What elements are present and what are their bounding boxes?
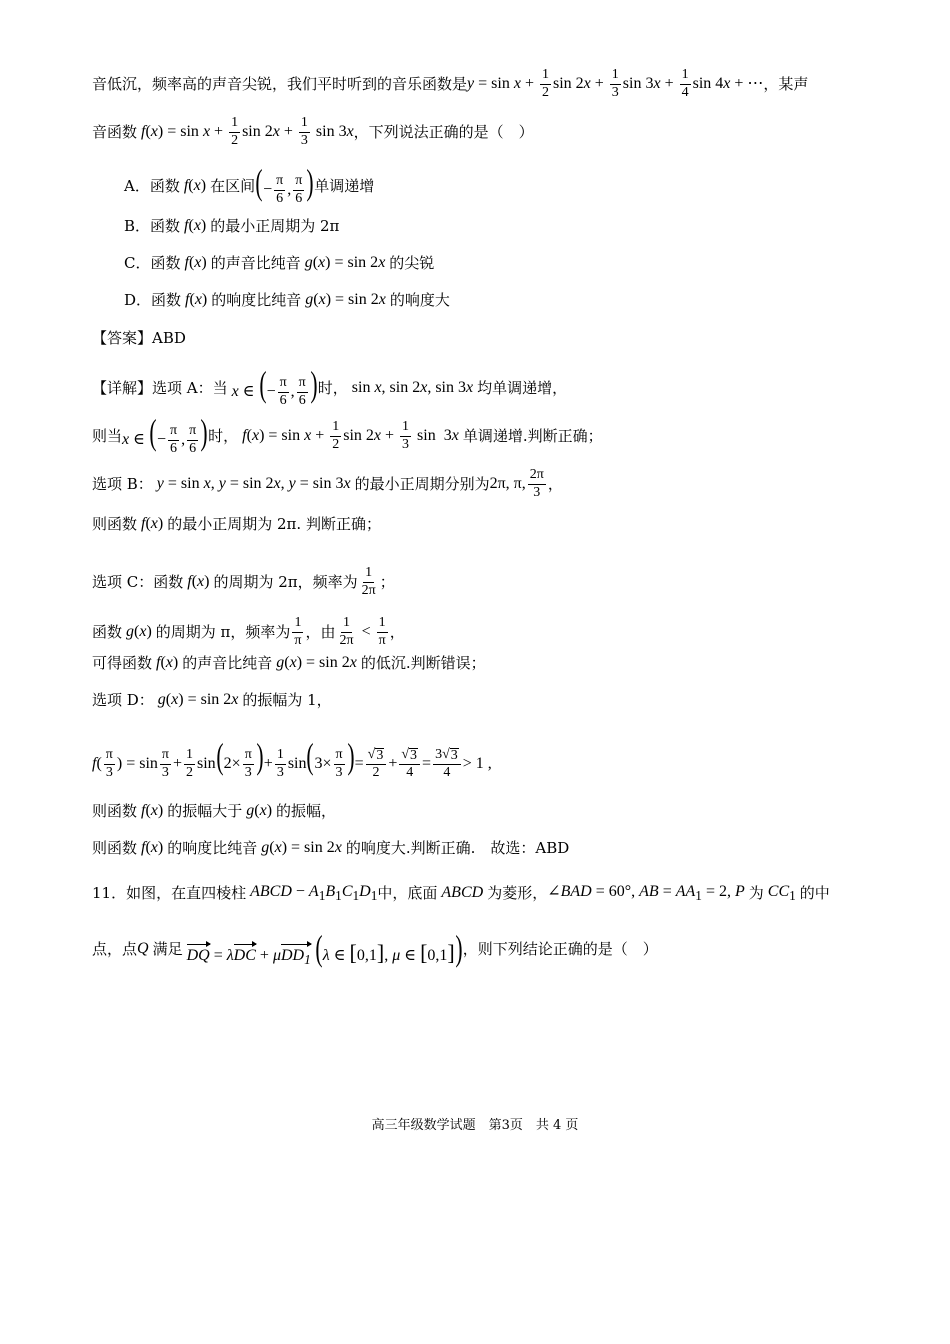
formula-f: f(x) = sin x + $\frac{1}{2}$ sin 2x + $\frac{1}{3}$ sin 3x [141, 115, 354, 148]
text: 均单调递增， [477, 378, 568, 397]
text: 的响度比纯音 [167, 838, 258, 857]
text: ； [379, 572, 395, 591]
formula-vector: DQ = λDC + μDD$_1$ (λ ∈ [0,1], μ ∈ [0,1]) [186, 928, 463, 968]
text: 时， [208, 426, 239, 445]
formula: f(x) [156, 654, 183, 671]
text-line-1 [92, 68, 910, 100]
detail-line-3 [92, 468, 910, 500]
formula: g(x) [246, 802, 277, 819]
text: 则函数 [92, 838, 138, 857]
formula: g(x) = sin 2x [157, 691, 239, 708]
formula-f-pi-over-3: f( $\frac{\pi}{3}$ ) = sin $\frac{\pi}{3}$ + $\frac{1}{2}$ sin(2× $\frac{\pi}{3}$ )+ $\frac{1}{3}$ sin(3× $\frac{\pi}{3}$ )= √ 3 2 + √ 3 4 = 3√ 3 4 > 1 , [92, 736, 492, 781]
formula-conditions: ∠BAD = 60°, AB = $AA_1 = 2$, P [547, 883, 745, 904]
detail-line-4 [92, 516, 910, 532]
text: 选项 C：函数 [92, 572, 184, 591]
formula: $CC_1$ [767, 883, 796, 904]
text: 则当 [92, 426, 123, 445]
formula-prism: ABCD − $A_1B_1C_1D_1$ [250, 883, 378, 904]
text: 音函数 [92, 122, 138, 141]
detail-line-10 [92, 803, 910, 819]
formula: y = sin x, y = sin 2x, y = sin 3x [156, 475, 351, 493]
formula: f(x) [141, 802, 168, 819]
text: 的响度大.判断正确. 故选：ABD [345, 838, 570, 857]
text: 时， [317, 378, 348, 397]
text: 的周期为 2π，频率为 [213, 572, 358, 591]
text: ，则下列结论正确的是（ ） [462, 939, 658, 958]
detail-line-5 [92, 566, 910, 598]
detail-line-11 [92, 840, 910, 856]
formula-frequency: $\frac{1}{2\pi}$ [361, 565, 376, 598]
text: 选项 D： [92, 690, 154, 709]
text: ，下列说法正确的是（ ） [353, 122, 534, 141]
option-d [124, 292, 910, 308]
formula: sin x, sin 2x, sin 3x [347, 379, 474, 397]
formula: f(x) [185, 291, 212, 308]
text: 单调递增.判断正确； [462, 426, 603, 445]
text: 在区间 [210, 176, 256, 195]
detail-line-1 [92, 364, 910, 409]
formula-interval: (− $\frac{\pi}{6}$ , $\frac{\pi}{6}$ ) [255, 162, 314, 206]
answer [92, 331, 910, 346]
formula-interval: x ∈ (− $\frac{\pi}{6}$ , $\frac{\pi}{6}$ ) [231, 364, 318, 408]
text: 可得函数 [92, 653, 153, 672]
option-c [124, 255, 910, 271]
text: ，由 [305, 622, 336, 641]
text: C．函数 [124, 253, 181, 272]
formula: f(x) [141, 515, 168, 532]
text: 满足 [152, 939, 183, 958]
text: 的低沉.判断错误； [360, 653, 486, 672]
page-footer: 高三年级数学试题 第3页 共 4 页 [371, 1118, 579, 1133]
text: 的尖锐 [389, 253, 435, 272]
formula: f(x) [141, 839, 168, 856]
text: 函数 [92, 622, 123, 641]
text: 的最小正周期分别为 [354, 474, 490, 493]
text: ，某声 [763, 74, 809, 93]
detail-line-8 [92, 692, 910, 708]
option-b [124, 218, 910, 234]
text: 选项 B： [92, 474, 153, 493]
formula: f(x) [183, 177, 211, 195]
formula-interval: x ∈ (− $\frac{\pi}{6}$ , $\frac{\pi}{6}$ ) [122, 412, 208, 456]
formula: Q [137, 940, 149, 958]
text: 11．如图，在直四棱柱 [92, 883, 247, 902]
formula: g(x) [126, 623, 156, 641]
formula-periods: 2π, π, $\frac{2\pi}{3}$ [489, 467, 544, 500]
text: 为菱形， [487, 883, 548, 902]
text: ， [547, 474, 563, 493]
text: A．函数 [124, 176, 180, 195]
formula-comparison: $\frac{1}{2\pi}$ < $\frac{1}{\pi}$ [339, 615, 386, 648]
text: 【详解】选项 A：当 [92, 378, 228, 397]
text: B．函数 [124, 216, 181, 235]
text: 为 [748, 883, 764, 902]
formula: g(x) = sin 2x [261, 839, 342, 856]
text: 的声音比纯音 [210, 253, 301, 272]
text: D．函数 [124, 290, 182, 309]
text: 则函数 [92, 801, 138, 820]
text: 【答案】ABD [92, 329, 186, 347]
formula: g(x) = sin 2x [305, 291, 386, 308]
formula-frequency: $\frac{1}{\pi}$ [294, 615, 302, 648]
option-a [124, 162, 910, 207]
text: 的响度比纯音 [211, 290, 302, 309]
text: 的振幅， [276, 801, 337, 820]
formula: g(x) = sin 2x [304, 254, 386, 271]
formula: ABCD [441, 884, 484, 902]
detail-line-6 [92, 616, 910, 648]
question-11-line-1 [92, 884, 910, 903]
text: 音低沉，频率高的声音尖锐，我们平时听到的音乐函数是 [92, 74, 468, 93]
formula: g(x) = sin 2x [276, 654, 357, 671]
text: 的声音比纯音 [182, 653, 273, 672]
text: 的中 [799, 883, 830, 902]
text-line-2 [92, 116, 910, 148]
formula: f(x) [184, 254, 211, 271]
text: 点，点 [92, 939, 138, 958]
text: ， [389, 622, 405, 641]
formula: f(x) [184, 217, 211, 234]
detail-line-9-formula [92, 736, 910, 781]
formula-f: f(x) = sin x + $\frac{1}{2}$ sin 2x + $\frac{1}{3}$ sin 3x [242, 419, 459, 452]
detail-line-7 [92, 655, 910, 671]
text: 的振幅大于 [167, 801, 243, 820]
text: 的振幅为 1， [242, 690, 332, 709]
text: 单调递增 [314, 176, 375, 195]
detail-line-2 [92, 412, 910, 457]
text: 的最小正周期为 2π [210, 216, 340, 235]
text: 则函数 [92, 514, 138, 533]
formula: f(x) [187, 573, 214, 591]
text: 的响度大 [389, 290, 450, 309]
question-11-line-2 [92, 928, 910, 968]
text: 中，底面 [377, 883, 438, 902]
formula-music-function: y = sin x + $\frac{1}{2}$ sin 2x + $\frac{1}{3}$ sin 3x + $\frac{1}{4}$ sin 4x + ⋯ [467, 67, 764, 100]
text: 的最小正周期为 2π. 判断正确； [167, 514, 381, 533]
text: 的周期为 π，频率为 [155, 622, 291, 641]
